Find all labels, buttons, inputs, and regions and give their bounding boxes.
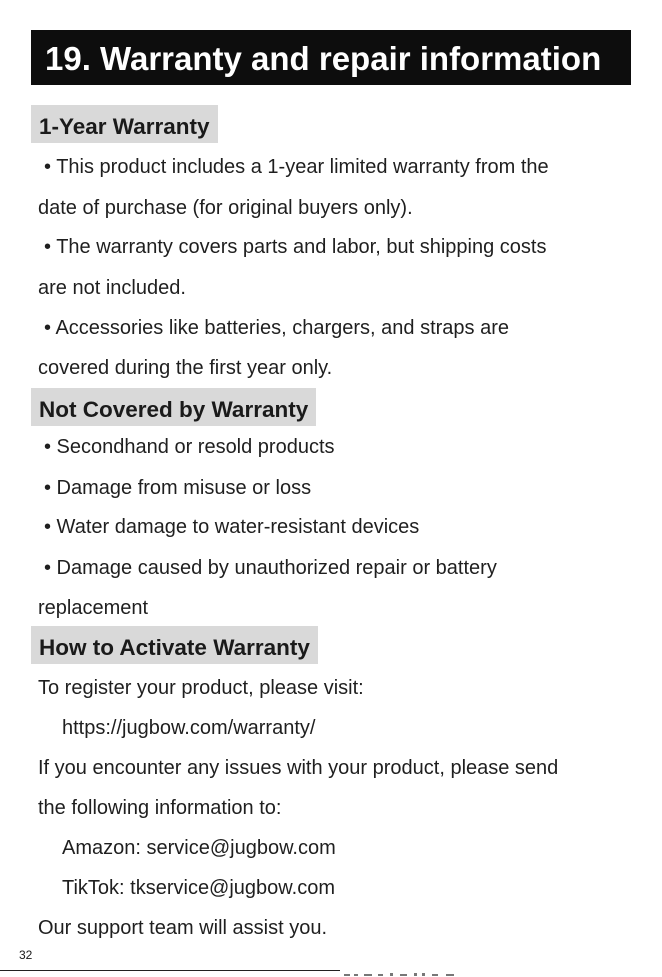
page-title: 19. Warranty and repair information — [31, 30, 631, 85]
not-covered-item-2: • Damage from misuse or loss — [44, 477, 312, 499]
not-covered-item-1: • Secondhand or resold products — [44, 436, 335, 458]
warranty-bullet-2-line-1: • The warranty covers parts and labor, but shipping costs — [44, 236, 547, 258]
not-covered-item-4-line-1: • Damage caused by unauthorized repair or battery — [44, 557, 497, 579]
warranty-bullet-2-line-2: are not included. — [38, 277, 186, 299]
section-heading-not-covered: Not Covered by Warranty — [31, 388, 316, 426]
amazon-support-email[interactable]: Amazon: service@jugbow.com — [62, 837, 336, 859]
section-heading-activate: How to Activate Warranty — [31, 626, 318, 664]
not-covered-item-3: • Water damage to water-resistant devices — [44, 516, 420, 538]
page-number: 32 — [19, 948, 33, 962]
tiktok-support-email[interactable]: TikTok: tkservice@jugbow.com — [62, 877, 335, 899]
contact-instruction-line-2: the following information to: — [38, 797, 282, 819]
section-heading-warranty: 1-Year Warranty — [31, 105, 218, 143]
warranty-url-link[interactable]: https://jugbow.com/warranty/ — [62, 717, 316, 739]
warranty-bullet-3-line-2: covered during the first year only. — [38, 357, 333, 379]
contact-instruction-line-1: If you encounter any issues with your product, please send — [38, 757, 559, 779]
warranty-bullet-1-line-2: date of purchase (for original buyers only). — [38, 197, 413, 219]
not-covered-item-4-line-2: replacement — [38, 597, 149, 619]
cropped-text-glyphs — [342, 969, 462, 977]
bottom-divider — [0, 970, 340, 971]
warranty-bullet-3-line-1: • Accessories like batteries, chargers, and straps are — [44, 317, 509, 339]
support-closing-line: Our support team will assist you. — [38, 917, 327, 939]
register-instruction: To register your product, please visit: — [38, 677, 364, 699]
warranty-bullet-1-line-1: • This product includes a 1-year limited warranty from the — [44, 156, 549, 178]
cropped-footer-fragment — [342, 969, 462, 977]
